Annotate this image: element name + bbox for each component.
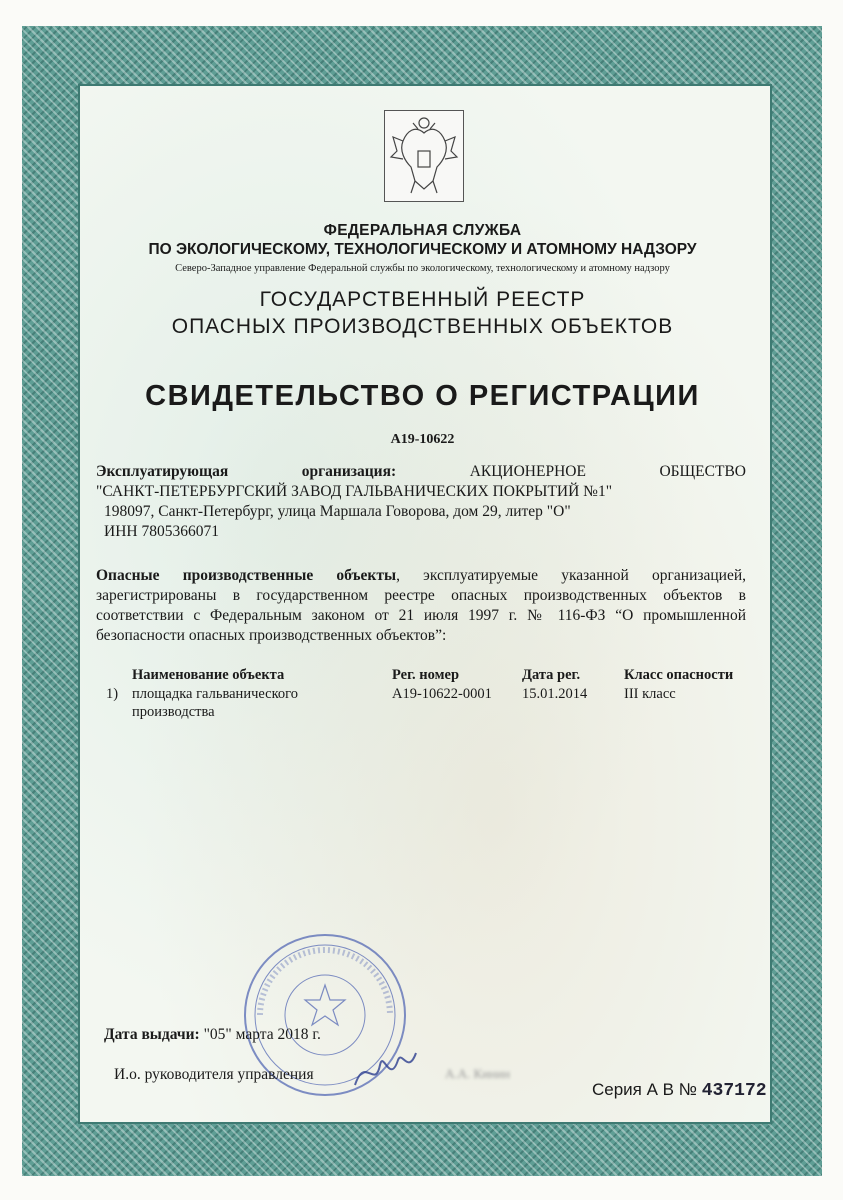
org-address: 198097, Санкт-Петербург, улица Маршала Говорова, дом 29, литер "О" [104,503,571,520]
row-reg-number: А19-10622-0001 [392,686,492,702]
signatory-name: А.А. Кинин [445,1066,511,1081]
col-header-name: Наименование объекта [132,667,285,683]
row-hazard-class: III класс [624,686,676,702]
org-label-word2: организация: [301,463,397,480]
registry-title-line1: ГОСУДАРСТВЕННЫЙ РЕЕСТР [259,288,586,311]
col-header-reg-date: Дата рег. [522,667,581,683]
row-reg-date: 15.01.2014 [522,686,588,702]
org-name: "САНКТ-ПЕТЕРБУРГСКИЙ ЗАВОД ГАЛЬВАНИЧЕСКИХ ПОКРЫТИЙ №1" [96,483,613,500]
row-object-name-line2: производства [132,704,215,720]
objects-paragraph [96,566,746,646]
signature [350,1045,420,1095]
agency-name-line1: ФЕДЕРАЛЬНАЯ СЛУЖБА [323,222,522,239]
objects-lead: Опасные производственные объекты [96,567,397,584]
series-no: № [678,1080,698,1099]
registration-number: А19-10622 [390,432,455,447]
col-header-reg-number: Рег. номер [392,667,460,683]
series-number [592,1080,767,1101]
org-name-word2: ОБЩЕСТВО [659,463,746,480]
row-object-name [132,685,298,721]
issue-date-label: Дата выдачи: [104,1026,200,1043]
registry-title-line2: ОПАСНЫХ ПРОИЗВОДСТВЕННЫХ ОБЪЕКТОВ [171,315,674,338]
series-label: Серия [592,1080,642,1099]
series-letters: А В [646,1080,675,1099]
row-index: 1) [106,686,119,702]
agency-name-line2: ПО ЭКОЛОГИЧЕСКОМУ, ТЕХНОЛОГИЧЕСКОМУ И АТОМНОМУ НАДЗОРУ [148,241,697,258]
row-object-name-line1: площадка гальванического [132,686,298,702]
org-inn: ИНН 7805366071 [104,523,219,540]
issue-date [104,1026,321,1044]
certificate-title: СВИДЕТЕЛЬСТВО О РЕГИСТРАЦИИ [145,380,700,412]
organization-block [96,462,746,542]
col-header-hazard-class: Класс опасности [624,667,734,683]
agency-branch: Северо-Западное управление Федеральной службы по экологическому, технологическому и атомному надзору [175,263,670,274]
issue-date-value: "05" марта 2018 г. [203,1026,321,1043]
org-name-word1: АКЦИОНЕРНОЕ [469,463,586,480]
objects-text: , эксплуатируемые указанной организацией, зарегистрированы в государственном реестре опасных производственных объектов в соответствии с Федеральным законом от 21 июля 1997 г. № 116-ФЗ “О промышленной безопасности опасных производственных объектов”: [96,567,747,644]
series-number-value: 437172 [701,1081,767,1101]
coat-of-arms-icon [384,110,464,202]
signatory-position: И.о. руководителя управления [114,1066,314,1083]
org-label-word1: Эксплуатирующая [96,463,229,480]
